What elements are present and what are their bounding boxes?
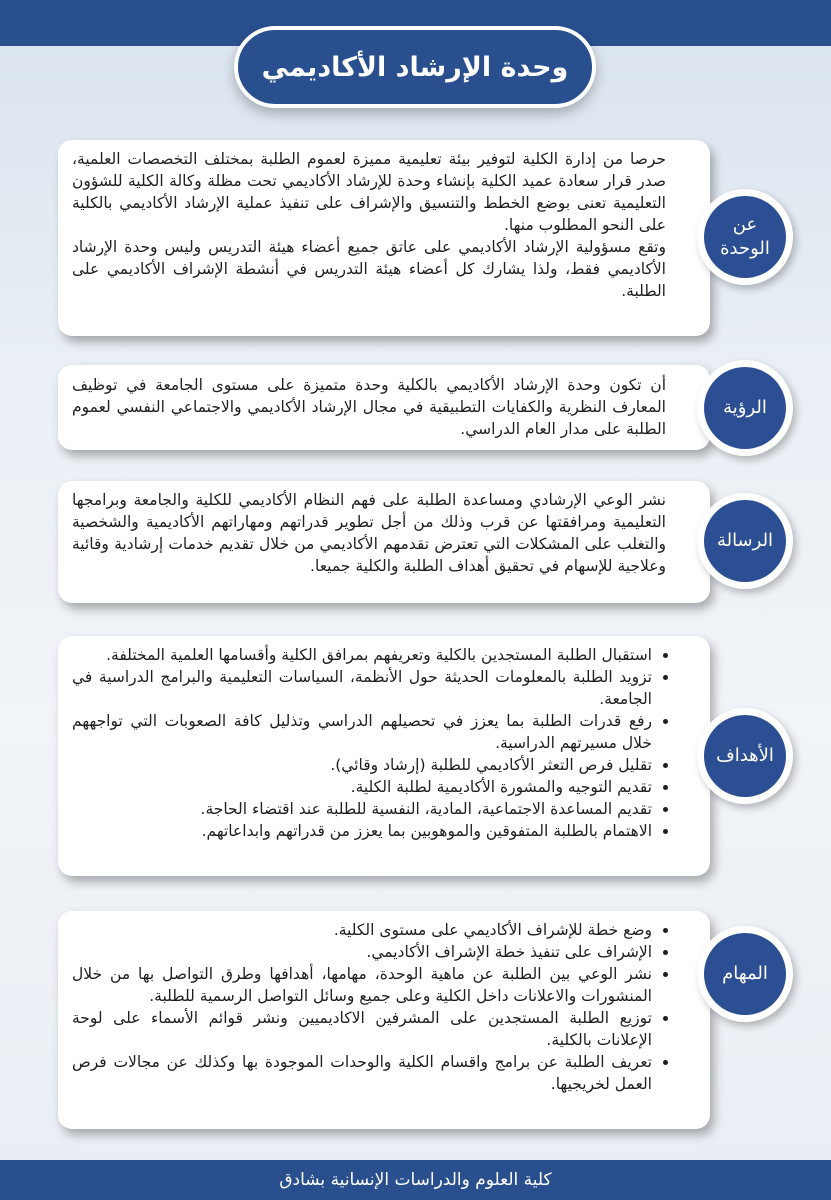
- task-item: • وضع خطة للإشراف الأكاديمي على مستوى الكلية.: [72, 919, 652, 941]
- goal-item: • استقبال الطلبة المستجدين بالكلية وتعريفهم بمرافق الكلية وأقسامها العلمية المختلفة.: [72, 644, 652, 666]
- about-paragraph-1: حرصا من إدارة الكلية لتوفير بيئة تعليمية مميزة لعموم الطلبة بمختلف التخصصات العلمية، صدر قرار سعادة عميد الكلية بإنشاء وحدة للإرشاد الأكاديمي تحت مظلة وكالة الكلية للشؤون التعليمية تعنى بوضع الخطط والتنسيق والإشراف على تنفيذ عملية الإرشاد الأكاديمي بالكلية على النحو المطلوب منها.: [72, 150, 666, 234]
- goal-item: • تقديم المساعدة الاجتماعية، المادية، النفسية للطلبة عند اقتضاء الحاجة.: [72, 798, 652, 820]
- mission-badge-label: الرسالة: [716, 530, 774, 551]
- tasks-badge-circle: [704, 933, 786, 1015]
- goals-list: [72, 644, 666, 842]
- about-badge-line2: الوحدة: [720, 238, 770, 259]
- vision-card: [58, 365, 710, 450]
- page-title: وحدة الإرشاد الأكاديمي: [261, 51, 569, 83]
- mission-card: [58, 481, 710, 603]
- task-item: • تعريف الطلبة عن برامج واقسام الكلية والوحدات الموجودة بها وكذلك عن مجالات فرص العمل لخريجيها.: [72, 1051, 652, 1095]
- tasks-card: [58, 911, 710, 1129]
- goals-badge-circle: [704, 715, 786, 797]
- goal-item: • تقديم التوجيه والمشورة الأكاديمية لطلبة الكلية.: [72, 776, 652, 798]
- footer-bar: [0, 1160, 831, 1200]
- about-paragraph-2: وتقع مسؤولية الإرشاد الأكاديمي على عاتق جميع أعضاء هيئة التدريس وليس وحدة الإرشاد الأكاديمي فقط، ولذا يشارك كل أعضاء هيئة التدريس في أنشطة الإشراف الأكاديمي على الطلبة.: [72, 238, 666, 300]
- about-badge: [697, 189, 793, 285]
- task-item: • الإشراف على تنفيذ خطة الإشراف الأكاديمي.: [72, 941, 652, 963]
- task-item: • توزيع الطلبة المستجدين على المشرفين الاكاديميين ونشر قوائم الأسماء على لوحة الإعلانات بالكلية.: [72, 1007, 652, 1051]
- task-item: • نشر الوعي بين الطلبة عن ماهية الوحدة، مهامها، أهدافها وطرق التواصل بها من خلال المنشورات والاعلانات داخل الكلية وعلى جميع وسائل التواصل الرسمية للطلبة.: [72, 963, 652, 1007]
- vision-badge-circle: [704, 367, 786, 449]
- tasks-badge: [697, 926, 793, 1022]
- tasks-list: [72, 919, 666, 1095]
- goal-item: • تقليل فرص التعثر الأكاديمي للطلبة (إرشاد وقائي).: [72, 754, 652, 776]
- footer-text: كلية العلوم والدراسات الإنسانية بشادق: [279, 1170, 552, 1190]
- goal-item: • تزويد الطلبة بالمعلومات الحديثة حول الأنظمة، السياسات التعليمية والبرامج الدراسية في الجامعة.: [72, 666, 652, 710]
- goal-item: • الاهتمام بالطلبة المتفوقين والموهوبين بما يعزز من قدراتهم وابداعاتهم.: [72, 820, 652, 842]
- vision-badge: [697, 360, 793, 456]
- mission-text: نشر الوعي الإرشادي ومساعدة الطلبة على فهم النظام الأكاديمي للكلية والجامعة وبرامجها التعليمية ومرافقتها عن قرب وذلك من أجل تطوير قدراتهم ومهاراتهم الأكاديمية والشخصية والتغلب على المشكلات التي تعترض تقدمهم الأكاديمي من خلال تقديم خدمات إرشادية وقائية وعلاجية للإسهام في تحقيق أهداف الطلبة والكلية جميعا.: [72, 491, 666, 575]
- about-card: [58, 140, 710, 336]
- tasks-badge-label: المهام: [722, 963, 768, 984]
- vision-text: أن تكون وحدة الإرشاد الأكاديمي بالكلية وحدة متميزة على مستوى الجامعة في توظيف المعارف النظرية والكفايات التطبيقية في مجال الإرشاد الأكاديمي والاجتماعي النفسي لعموم الطلبة على مدار العام الدراسي.: [72, 376, 666, 438]
- page-title-pill: [234, 26, 596, 108]
- mission-badge: [697, 493, 793, 589]
- vision-badge-label: الرؤية: [723, 397, 767, 418]
- goal-item: • رفع قدرات الطلبة بما يعزز في تحصيلهم الدراسي وتذليل كافة الصعوبات التي تواجههم خلال مسيرتهم الدراسية.: [72, 710, 652, 754]
- goals-badge-label: الأهداف: [716, 745, 774, 766]
- about-badge-line1: عن: [732, 214, 758, 235]
- about-badge-circle: [704, 196, 786, 278]
- goals-card: [58, 636, 710, 876]
- goals-badge: [697, 708, 793, 804]
- mission-badge-circle: [704, 500, 786, 582]
